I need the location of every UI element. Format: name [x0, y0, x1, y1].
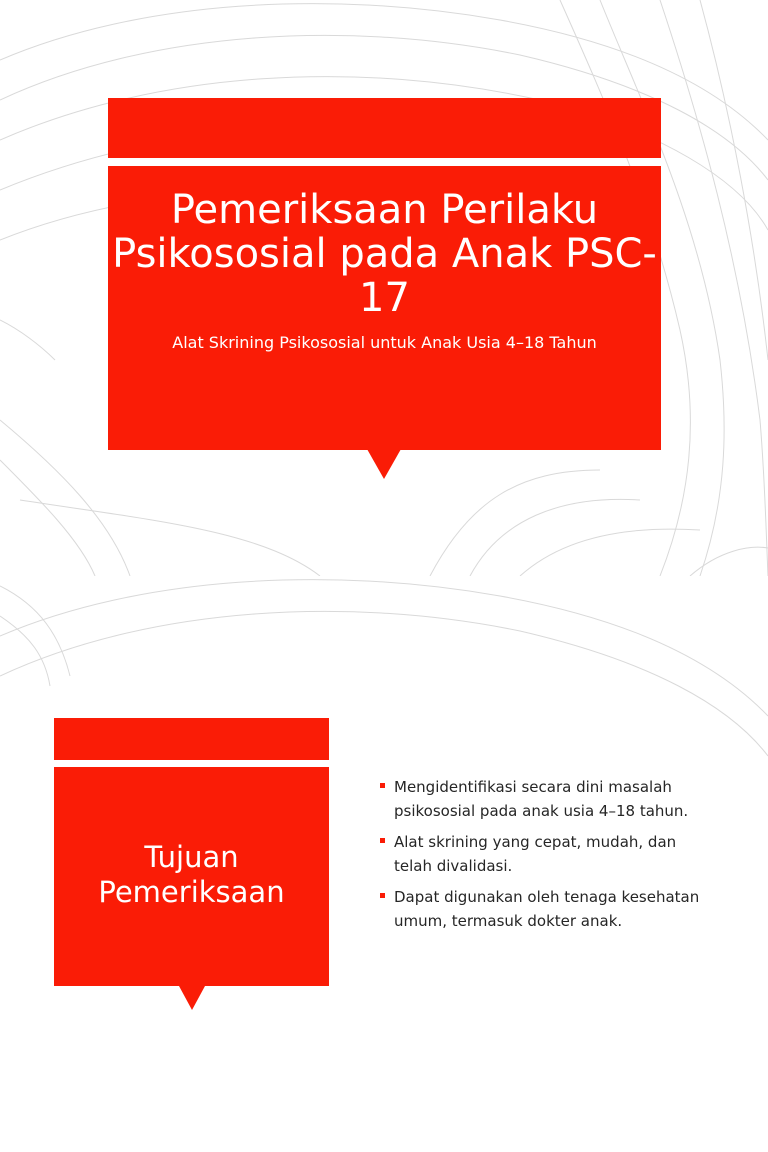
bullet-square-icon [380, 838, 385, 843]
list-item-text: Alat skrining yang cepat, mudah, dan telah divalidasi. [394, 833, 677, 875]
bullet-square-icon [380, 783, 385, 788]
list-item-text: Mengidentifikasi secara dini masalah psikososial pada anak usia 4–18 tahun. [394, 778, 689, 820]
list-item [378, 885, 708, 933]
bullet-square-icon [380, 893, 385, 898]
bullet-list [378, 775, 708, 940]
heading-accent-bar [54, 718, 329, 760]
list-item [378, 830, 708, 878]
list-item [378, 775, 708, 823]
title-box-pointer [367, 449, 401, 479]
section-heading: Tujuan Pemeriksaan [98, 840, 285, 909]
slide-subtitle: Alat Skrining Psikososial untuk Anak Usia 4–18 Tahun [172, 333, 597, 352]
slide-title: Pemeriksaan Perilaku Psikososial pada Anak PSC-17 [112, 187, 657, 321]
heading-box-pointer [179, 986, 205, 1010]
content-slide [0, 576, 768, 1152]
list-item-text: Dapat digunakan oleh tenaga kesehatan umum, termasuk dokter anak. [394, 888, 700, 930]
title-accent-bar [108, 98, 661, 158]
